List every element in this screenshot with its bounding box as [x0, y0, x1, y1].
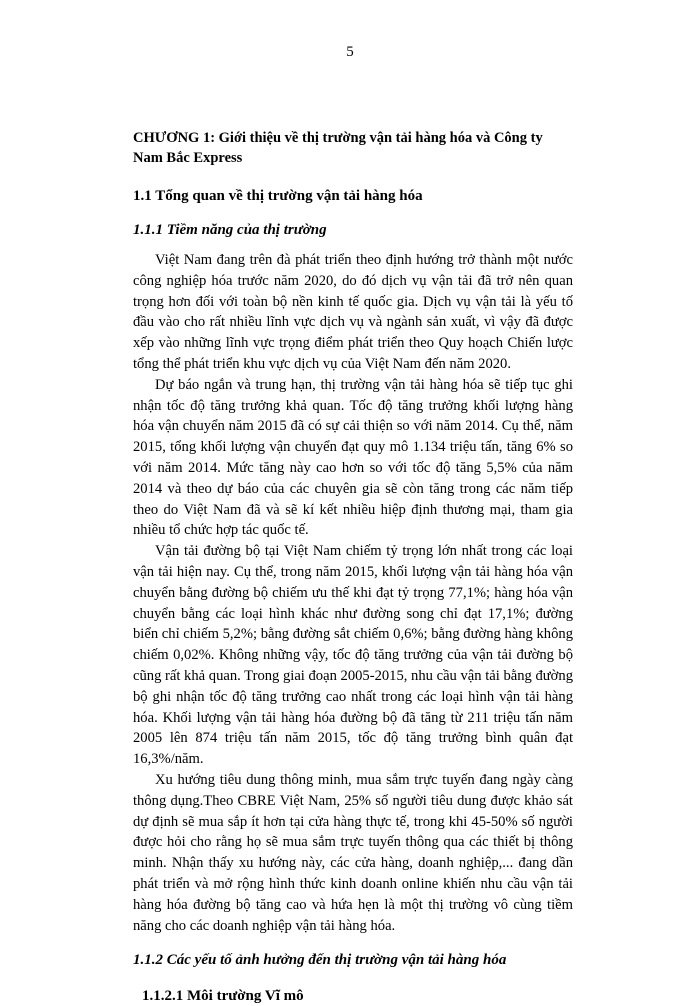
section-heading-1-1-2-1: 1.1.2.1 Môi trường Vĩ mô — [142, 988, 304, 1005]
page-number: 5 — [346, 44, 354, 60]
paragraph-2: Dự báo ngắn và trung hạn, thị trường vận tải hàng hóa sẽ tiếp tục ghi nhận tốc độ tăng trưởng khả quan. Tốc độ tăng trưởng khối lượng hàng hóa vận chuyển năm 2015 đã có sự cải thiện so với năm 2014. Cụ thể, năm 2015, tổng khối lượng vận chuyển đạt quy mô 1.134 triệu tấn, tăng 6% so với năm 2014. Mức tăng này cao hơn so với tốc độ tăng 5,5% của năm 2014 và theo dự báo của các chuyên gia sẽ còn tăng trong các năm tiếp theo do Việt Nam đã và sẽ kí kết nhiều hiệp định thương mại, tham gia nhiều tổ chức hợp tác quốc tế. — [133, 376, 573, 539]
document-body — [133, 128, 573, 1006]
paragraph-1: Việt Nam đang trên đà phát triển theo định hướng trở thành một nước công nghiệp hóa trước năm 2020, do đó dịch vụ vận tải đã trở nên quan trọng hơn đối với toàn bộ nền kinh tế quốc gia. Dịch vụ vận tải là yếu tố đầu vào cho rất nhiều lĩnh vực dịch vụ và ngành sản xuất, vì vậy đã được xếp vào những lĩnh vực trọng điểm phát triển theo Quy hoạch Chiến lược tổng thể phát triển khu vực dịch vụ của Việt Nam đến năm 2020. — [133, 252, 573, 372]
paragraph-4: Xu hướng tiêu dung thông minh, mua sắm trực tuyến đang ngày càng thông dụng.Theo CBRE Việt Nam, 25% số người tiêu dung được khảo sát dự định sẽ mua sắp ít hơn tại cửa hàng thực tế, trong khi 45-50% số người được hỏi cho rằng họ sẽ mua sắm trực tuyến thông qua các thiết bị thông minh. Nhận thấy xu hướng này, các cửa hàng, doanh nghiệp,... đang dần phát triển và mở rộng hình thức kinh doanh online khiến nhu cầu vận tải hàng hóa đường bộ tăng cao và hứa hẹn là một thị trường vô cùng tiềm năng cho các doanh nghiệp vận tải hàng hóa. — [133, 771, 573, 934]
section-heading-1-1: 1.1 Tổng quan về thị trường vận tải hàng hóa — [133, 188, 423, 204]
chapter-title: CHƯƠNG 1: Giới thiệu về thị trường vận tải hàng hóa và Công ty Nam Bắc Express — [133, 130, 543, 166]
paragraph-3: Vận tải đường bộ tại Việt Nam chiếm tỷ trọng lớn nhất trong các loại vận tải hiện nay. Cụ thể, trong năm 2015, khối lượng vận tải hàng hóa vận chuyển bằng đường bộ chiếm ưu thế khi đạt tỷ trọng 77,1%; hàng hóa vận chuyển bằng các loại hình khác như đường song chỉ đạt 17,1%; đường biển chỉ chiếm 5,2%; bằng đường sắt chiếm 0,6%; bằng đường hàng không chiếm 0,02%. Không những vậy, tốc độ tăng trưởng của vận tải đường bộ cũng rất khả quan. Trong giai đoạn 2005-2015, nhu cầu vận tải bằng đường bộ ghi nhận tốc độ tăng trưởng cao nhất trong các loại hình vận tải hàng hóa. Khối lượng vận tải hàng hóa đường bộ đã tăng từ 211 triệu tấn năm 2005 lên 874 triệu tấn năm 2015, tốc độ tăng trưởng bình quân đạt 16,3%/năm. — [133, 543, 573, 768]
section-heading-1-1-1: 1.1.1 Tiềm năng của thị trường — [133, 222, 327, 238]
section-heading-1-1-2: 1.1.2 Các yếu tố ảnh hưởng đến thị trường vận tải hàng hóa — [133, 952, 507, 969]
